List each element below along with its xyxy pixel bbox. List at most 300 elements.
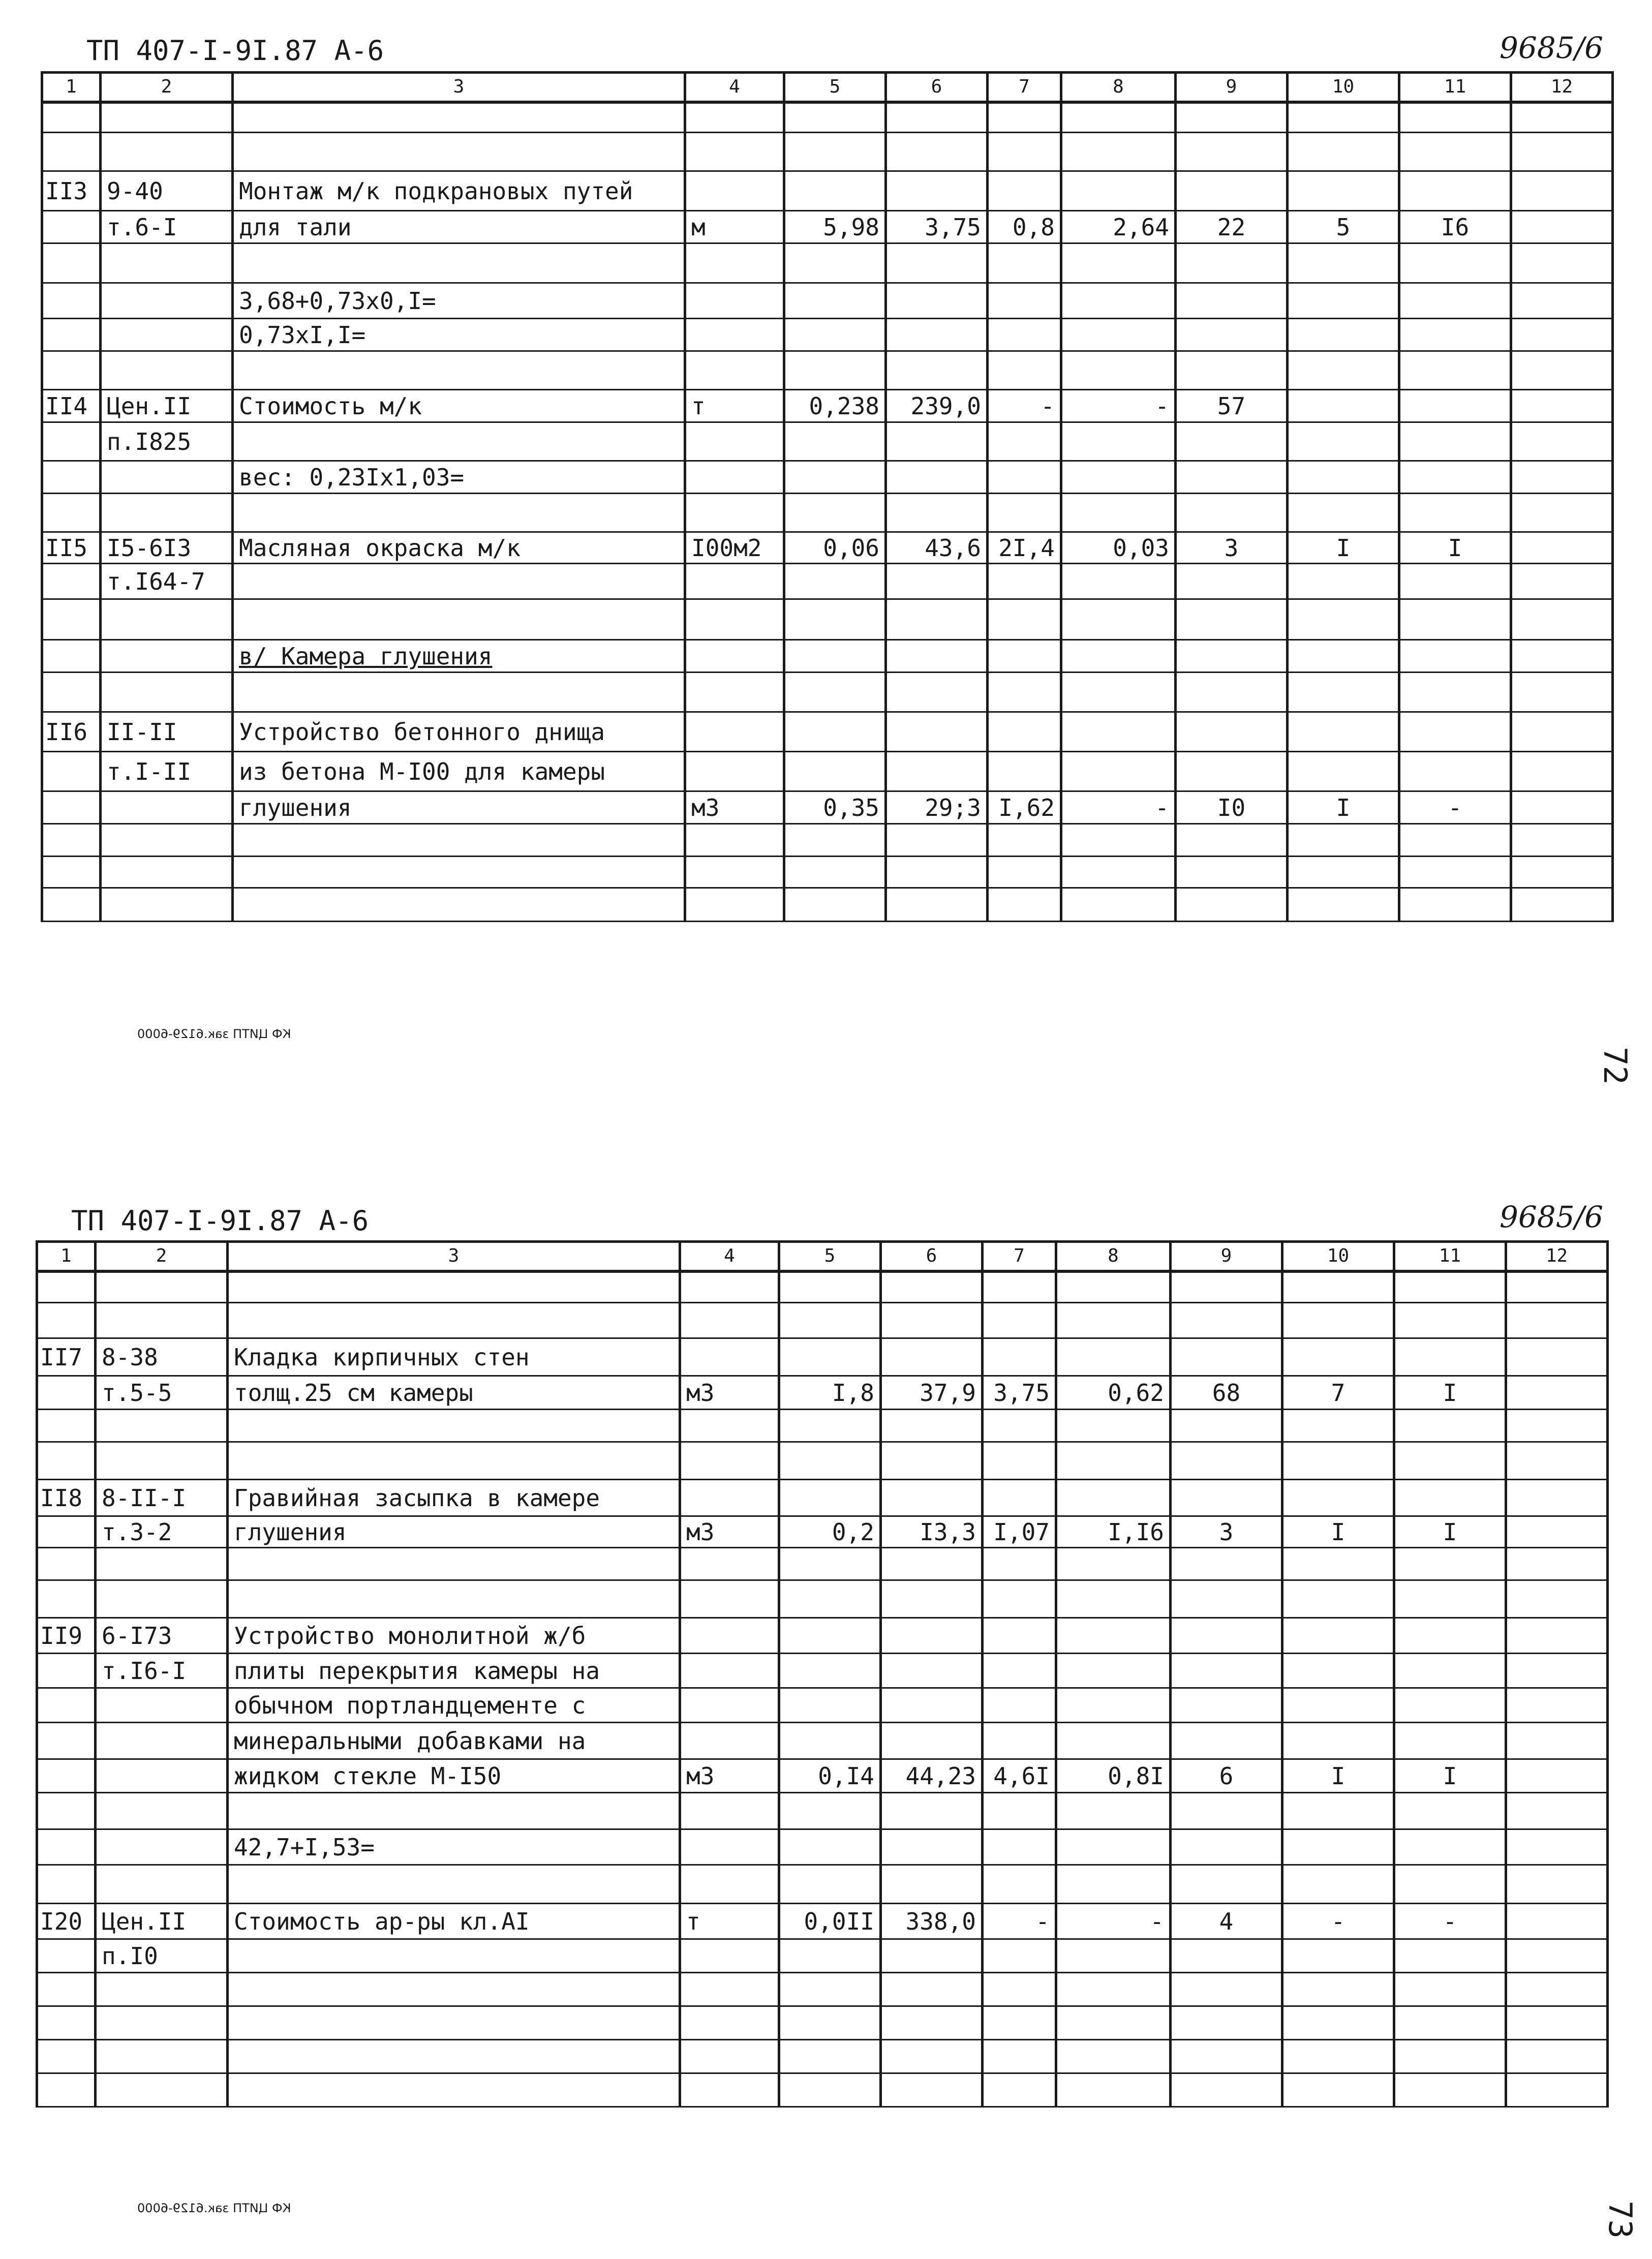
cell-unit: I00м2	[685, 532, 784, 564]
cell-unit	[680, 1303, 779, 1338]
cell-machine-total	[1399, 133, 1511, 171]
cell-work-description: 42,7+I,53=	[228, 1829, 680, 1865]
cell-extra	[1511, 673, 1613, 712]
cell-cost-total	[1176, 319, 1288, 351]
cell-unit-price	[886, 133, 988, 171]
cell-machine-total	[1399, 171, 1511, 211]
cell-item-number	[42, 824, 101, 857]
page-number: 72	[1596, 1047, 1634, 1085]
cell-machine-rate	[1056, 1793, 1171, 1829]
cell-wage-total	[1282, 1973, 1394, 2006]
cell-work-description	[228, 1793, 680, 1829]
cell-cost-total	[1176, 494, 1288, 532]
cell-wage-rate	[988, 283, 1061, 319]
cell-wage-rate: I,07	[983, 1516, 1056, 1548]
cell-wage-rate	[988, 857, 1061, 888]
cell-unit-price	[881, 1303, 983, 1338]
cell-wage-total	[1282, 1410, 1394, 1442]
sheet-page-2	[0, 1164, 1652, 2259]
cell-wage-rate: I,62	[988, 791, 1061, 824]
cell-machine-rate	[1061, 857, 1176, 888]
estimate-table	[36, 1240, 1609, 2108]
cell-work-description	[228, 1442, 680, 1480]
cell-machine-total	[1394, 1271, 1506, 1303]
cell-work-description	[233, 422, 685, 461]
cell-unit: м3	[685, 791, 784, 824]
cell-item-number	[42, 319, 101, 351]
cell-norm-reference: т.3-2	[96, 1516, 228, 1548]
cell-unit-price: 37,9	[881, 1376, 983, 1410]
cell-cost-total	[1171, 1688, 1282, 1723]
cell-norm-reference	[101, 102, 233, 133]
cell-work-description	[228, 1548, 680, 1580]
cell-wage-rate	[983, 1793, 1056, 1829]
cell-unit-price: 239,0	[886, 390, 988, 422]
cell-machine-total: I	[1394, 1759, 1506, 1793]
cell-unit: т	[680, 1904, 779, 1939]
column-number: 3	[233, 73, 685, 102]
cell-unit-price	[886, 752, 988, 791]
cell-extra	[1506, 1410, 1608, 1442]
cell-wage-total: 7	[1282, 1376, 1394, 1410]
cell-work-description: для тали	[233, 211, 685, 243]
cell-item-number	[42, 857, 101, 888]
cell-machine-total	[1394, 1442, 1506, 1480]
cell-unit	[685, 461, 784, 494]
cell-unit	[685, 102, 784, 133]
cell-item-number	[37, 1303, 96, 1338]
cell-cost-total	[1176, 857, 1288, 888]
cell-unit	[680, 1410, 779, 1442]
cell-work-description	[228, 1973, 680, 2006]
cell-cost-total	[1171, 1548, 1282, 1580]
cell-machine-rate	[1056, 1865, 1171, 1904]
cell-machine-total	[1399, 319, 1511, 351]
cell-work-description: Кладка кирпичных стен	[228, 1338, 680, 1376]
cell-item-number	[42, 673, 101, 712]
cell-extra	[1506, 1939, 1608, 1973]
cell-wage-rate	[983, 1338, 1056, 1376]
cell-cost-total: 57	[1176, 390, 1288, 422]
cell-unit-price	[886, 102, 988, 133]
cell-norm-reference	[101, 133, 233, 171]
column-number-row	[37, 1242, 1608, 1271]
cell-item-number	[37, 1548, 96, 1580]
cell-cost-total	[1171, 1480, 1282, 1516]
cell-extra	[1511, 102, 1613, 133]
cell-item-number: I20	[37, 1904, 96, 1939]
cell-work-description	[228, 1865, 680, 1904]
cell-norm-reference	[96, 2040, 228, 2073]
cell-machine-rate	[1056, 1548, 1171, 1580]
cell-quantity	[779, 1271, 881, 1303]
cell-machine-total	[1394, 1939, 1506, 1973]
cell-extra	[1506, 2006, 1608, 2040]
cell-wage-rate	[983, 2073, 1056, 2107]
cell-cost-total	[1176, 283, 1288, 319]
cell-extra	[1506, 1580, 1608, 1618]
cell-item-number: II4	[42, 390, 101, 422]
cell-work-description: Монтаж м/к подкрановых путей	[233, 171, 685, 211]
cell-machine-total	[1394, 1548, 1506, 1580]
cell-norm-reference: п.I825	[101, 422, 233, 461]
cell-machine-rate: -	[1061, 791, 1176, 824]
cell-machine-total	[1399, 857, 1511, 888]
cell-work-description: толщ.25 см камеры	[228, 1376, 680, 1410]
cell-machine-total	[1394, 2073, 1506, 2107]
cell-unit	[680, 1480, 779, 1516]
cell-unit-price	[881, 1338, 983, 1376]
cell-wage-total	[1288, 243, 1399, 283]
cell-item-number: II7	[37, 1338, 96, 1376]
table-row	[37, 1688, 1608, 1723]
cell-unit	[685, 752, 784, 791]
cell-wage-total	[1288, 888, 1399, 922]
cell-extra	[1506, 2040, 1608, 2073]
column-number: 10	[1282, 1242, 1394, 1271]
cell-unit: м3	[680, 1759, 779, 1793]
cell-wage-rate	[983, 1480, 1056, 1516]
cell-unit	[685, 888, 784, 922]
cell-unit-price: I3,3	[881, 1516, 983, 1548]
table-row	[37, 1939, 1608, 1973]
cell-item-number: II6	[42, 712, 101, 752]
cell-unit	[685, 283, 784, 319]
cell-unit	[685, 171, 784, 211]
cell-wage-total	[1282, 1723, 1394, 1759]
cell-norm-reference	[96, 1580, 228, 1618]
cell-quantity: 5,98	[784, 211, 886, 243]
cell-norm-reference	[96, 1303, 228, 1338]
cell-machine-total	[1394, 1723, 1506, 1759]
column-number: 6	[881, 1242, 983, 1271]
cell-unit	[680, 1688, 779, 1723]
cell-unit-price	[881, 2006, 983, 2040]
cell-quantity	[779, 1688, 881, 1723]
cell-item-number	[37, 1580, 96, 1618]
cell-extra	[1506, 1548, 1608, 1580]
cell-extra	[1511, 640, 1613, 673]
cell-extra	[1511, 791, 1613, 824]
cell-unit-price	[881, 1480, 983, 1516]
cell-quantity	[779, 1829, 881, 1865]
cell-norm-reference: т.I6-I	[96, 1654, 228, 1688]
cell-wage-total: I	[1282, 1759, 1394, 1793]
cell-machine-rate	[1061, 422, 1176, 461]
cell-wage-total	[1288, 390, 1399, 422]
cell-unit-price	[881, 1442, 983, 1480]
column-number: 9	[1176, 73, 1288, 102]
cell-unit	[685, 824, 784, 857]
cell-unit-price	[886, 283, 988, 319]
cell-unit-price	[881, 2073, 983, 2107]
cell-norm-reference	[101, 461, 233, 494]
document-code-header: ТП 407-I-9I.87 А-6	[71, 1205, 369, 1237]
cell-item-number: II8	[37, 1480, 96, 1516]
cell-quantity: 0,35	[784, 791, 886, 824]
cell-wage-rate	[988, 752, 1061, 791]
cell-unit	[685, 599, 784, 640]
table-row	[37, 1338, 1608, 1376]
cell-norm-reference	[96, 1688, 228, 1723]
cell-machine-total	[1399, 712, 1511, 752]
cell-unit	[685, 564, 784, 599]
cell-wage-total	[1288, 673, 1399, 712]
cell-norm-reference	[96, 2073, 228, 2107]
cell-machine-total	[1399, 461, 1511, 494]
table-row	[42, 319, 1613, 351]
cell-extra	[1511, 319, 1613, 351]
cell-norm-reference: п.I0	[96, 1939, 228, 1973]
cell-wage-rate	[983, 1618, 1056, 1654]
column-number: 12	[1506, 1242, 1608, 1271]
cell-machine-rate: -	[1056, 1904, 1171, 1939]
cell-unit-price	[886, 673, 988, 712]
cell-machine-total	[1399, 351, 1511, 390]
cell-unit	[685, 712, 784, 752]
cell-norm-reference: II-II	[101, 712, 233, 752]
cell-quantity	[779, 1580, 881, 1618]
cell-machine-total: -	[1399, 791, 1511, 824]
cell-item-number: II5	[42, 532, 101, 564]
cell-norm-reference	[101, 791, 233, 824]
table-row	[42, 243, 1613, 283]
column-number: 11	[1399, 73, 1511, 102]
table-row	[42, 211, 1613, 243]
table-row	[37, 1618, 1608, 1654]
cell-work-description	[233, 673, 685, 712]
cell-unit	[685, 422, 784, 461]
cell-unit	[685, 133, 784, 171]
cell-wage-rate	[988, 712, 1061, 752]
cell-machine-rate: 2,64	[1061, 211, 1176, 243]
cell-machine-total	[1394, 1338, 1506, 1376]
table-row	[42, 133, 1613, 171]
cell-unit	[685, 857, 784, 888]
cell-quantity	[779, 1654, 881, 1688]
table-row	[37, 1410, 1608, 1442]
cell-norm-reference	[101, 243, 233, 283]
cell-unit	[680, 1793, 779, 1829]
table-row	[37, 1829, 1608, 1865]
column-number: 2	[101, 73, 233, 102]
table-row	[37, 1516, 1608, 1548]
cell-wage-rate	[988, 102, 1061, 133]
column-number: 4	[685, 73, 784, 102]
cell-item-number	[42, 752, 101, 791]
cell-wage-rate: 2I,4	[988, 532, 1061, 564]
cell-wage-rate: 4,6I	[983, 1759, 1056, 1793]
cell-wage-rate	[983, 1303, 1056, 1338]
table-row	[37, 1793, 1608, 1829]
cell-cost-total	[1176, 599, 1288, 640]
page-number: 73	[1601, 2201, 1639, 2239]
cell-wage-total	[1282, 1688, 1394, 1723]
cell-wage-total	[1282, 1271, 1394, 1303]
cell-extra	[1506, 1904, 1608, 1939]
cell-wage-total	[1288, 319, 1399, 351]
cell-work-description	[228, 1939, 680, 1973]
cell-machine-total	[1399, 283, 1511, 319]
cell-cost-total: 22	[1176, 211, 1288, 243]
cell-machine-total	[1394, 1829, 1506, 1865]
cell-unit-price	[886, 640, 988, 673]
cell-item-number	[37, 1271, 96, 1303]
cell-wage-total	[1282, 1338, 1394, 1376]
cell-work-description: 0,73хI,I=	[233, 319, 685, 351]
cell-machine-total	[1399, 640, 1511, 673]
cell-cost-total: I0	[1176, 791, 1288, 824]
cell-work-description: Устройство монолитной ж/б	[228, 1618, 680, 1654]
cell-cost-total: 68	[1171, 1376, 1282, 1410]
cell-wage-total	[1282, 1480, 1394, 1516]
cell-wage-rate	[988, 564, 1061, 599]
cell-quantity	[784, 712, 886, 752]
cell-unit-price	[881, 2040, 983, 2073]
cell-extra	[1511, 171, 1613, 211]
cell-machine-rate	[1056, 1410, 1171, 1442]
cell-machine-total	[1394, 1303, 1506, 1338]
cell-machine-rate	[1061, 564, 1176, 599]
cell-unit	[685, 319, 784, 351]
table-row	[42, 422, 1613, 461]
cell-wage-rate	[988, 422, 1061, 461]
cell-unit	[680, 2006, 779, 2040]
cell-machine-total	[1399, 243, 1511, 283]
cell-norm-reference: 8-II-I	[96, 1480, 228, 1516]
cell-extra	[1511, 351, 1613, 390]
cell-quantity	[784, 673, 886, 712]
column-number: 5	[784, 73, 886, 102]
cell-quantity: 0,238	[784, 390, 886, 422]
cell-machine-rate	[1061, 319, 1176, 351]
column-number: 8	[1056, 1242, 1171, 1271]
cell-machine-total	[1399, 102, 1511, 133]
cell-quantity	[784, 461, 886, 494]
cell-cost-total: 6	[1171, 1759, 1282, 1793]
table-row	[42, 461, 1613, 494]
print-stamp: КФ ЦИТП зак.6129-6000	[137, 2201, 291, 2215]
cell-machine-rate: I,I6	[1056, 1516, 1171, 1548]
column-number: 1	[37, 1242, 96, 1271]
cell-wage-rate	[983, 1939, 1056, 1973]
cell-item-number	[37, 1376, 96, 1410]
cell-wage-total	[1282, 1548, 1394, 1580]
cell-cost-total	[1176, 102, 1288, 133]
cell-unit-price	[881, 1688, 983, 1723]
cell-machine-rate	[1061, 712, 1176, 752]
cell-cost-total	[1171, 1973, 1282, 2006]
table-row	[37, 1376, 1608, 1410]
cell-unit	[680, 1442, 779, 1480]
cell-quantity	[784, 133, 886, 171]
document-code-header: ТП 407-I-9I.87 А-6	[86, 35, 384, 67]
cell-wage-total: -	[1282, 1904, 1394, 1939]
cell-work-description: Стоимость м/к	[233, 390, 685, 422]
cell-machine-rate	[1061, 102, 1176, 133]
cell-wage-total	[1288, 564, 1399, 599]
table-row	[42, 102, 1613, 133]
cell-work-description	[233, 824, 685, 857]
cell-wage-total	[1282, 2073, 1394, 2107]
cell-quantity	[784, 319, 886, 351]
cell-item-number	[42, 564, 101, 599]
cell-wage-rate: 3,75	[983, 1376, 1056, 1410]
cell-quantity	[784, 422, 886, 461]
cell-wage-rate	[988, 319, 1061, 351]
cell-machine-total	[1394, 1688, 1506, 1723]
cell-machine-total	[1399, 888, 1511, 922]
cell-machine-rate	[1056, 1618, 1171, 1654]
cell-item-number: II9	[37, 1618, 96, 1654]
cell-wage-total	[1288, 599, 1399, 640]
cell-quantity	[784, 283, 886, 319]
cell-wage-total	[1288, 712, 1399, 752]
table-row	[42, 673, 1613, 712]
cell-cost-total	[1176, 133, 1288, 171]
cell-machine-rate	[1056, 1580, 1171, 1618]
cell-cost-total	[1171, 1654, 1282, 1688]
cell-cost-total	[1171, 1271, 1282, 1303]
table-row	[37, 1723, 1608, 1759]
cell-quantity	[779, 1442, 881, 1480]
cell-machine-rate	[1061, 599, 1176, 640]
cell-cost-total	[1176, 712, 1288, 752]
cell-extra	[1511, 390, 1613, 422]
cell-machine-total	[1399, 422, 1511, 461]
cell-wage-rate	[983, 2006, 1056, 2040]
cell-item-number	[37, 1442, 96, 1480]
column-number: 4	[680, 1242, 779, 1271]
cell-extra	[1511, 461, 1613, 494]
cell-work-description	[228, 1580, 680, 1618]
cell-extra	[1511, 532, 1613, 564]
cell-norm-reference	[96, 1442, 228, 1480]
cell-quantity	[784, 564, 886, 599]
cell-unit-price: 44,23	[881, 1759, 983, 1793]
cell-quantity	[779, 1618, 881, 1654]
cell-wage-rate	[988, 640, 1061, 673]
cell-unit	[680, 1654, 779, 1688]
cell-cost-total: 3	[1176, 532, 1288, 564]
cell-machine-rate	[1061, 824, 1176, 857]
cell-wage-total	[1288, 102, 1399, 133]
cell-unit	[680, 1548, 779, 1580]
cell-work-description	[228, 2040, 680, 2073]
cell-norm-reference	[101, 351, 233, 390]
cell-unit	[680, 1865, 779, 1904]
cell-item-number	[42, 351, 101, 390]
cell-unit-price	[881, 1271, 983, 1303]
cell-work-description: Стоимость ар-ры кл.АI	[228, 1904, 680, 1939]
cell-machine-rate	[1061, 171, 1176, 211]
column-number: 3	[228, 1242, 680, 1271]
cell-extra	[1511, 243, 1613, 283]
cell-wage-rate	[988, 133, 1061, 171]
cell-wage-total	[1288, 494, 1399, 532]
table-row	[37, 1973, 1608, 2006]
cell-work-description	[233, 599, 685, 640]
cell-unit-price: 338,0	[881, 1904, 983, 1939]
cell-quantity	[779, 1548, 881, 1580]
cell-quantity	[784, 494, 886, 532]
cell-norm-reference	[96, 1548, 228, 1580]
cell-cost-total	[1171, 2006, 1282, 2040]
table-row	[42, 390, 1613, 422]
print-stamp: КФ ЦИТП зак.6129-6000	[137, 1027, 291, 1041]
cell-machine-rate	[1061, 461, 1176, 494]
cell-unit	[685, 351, 784, 390]
